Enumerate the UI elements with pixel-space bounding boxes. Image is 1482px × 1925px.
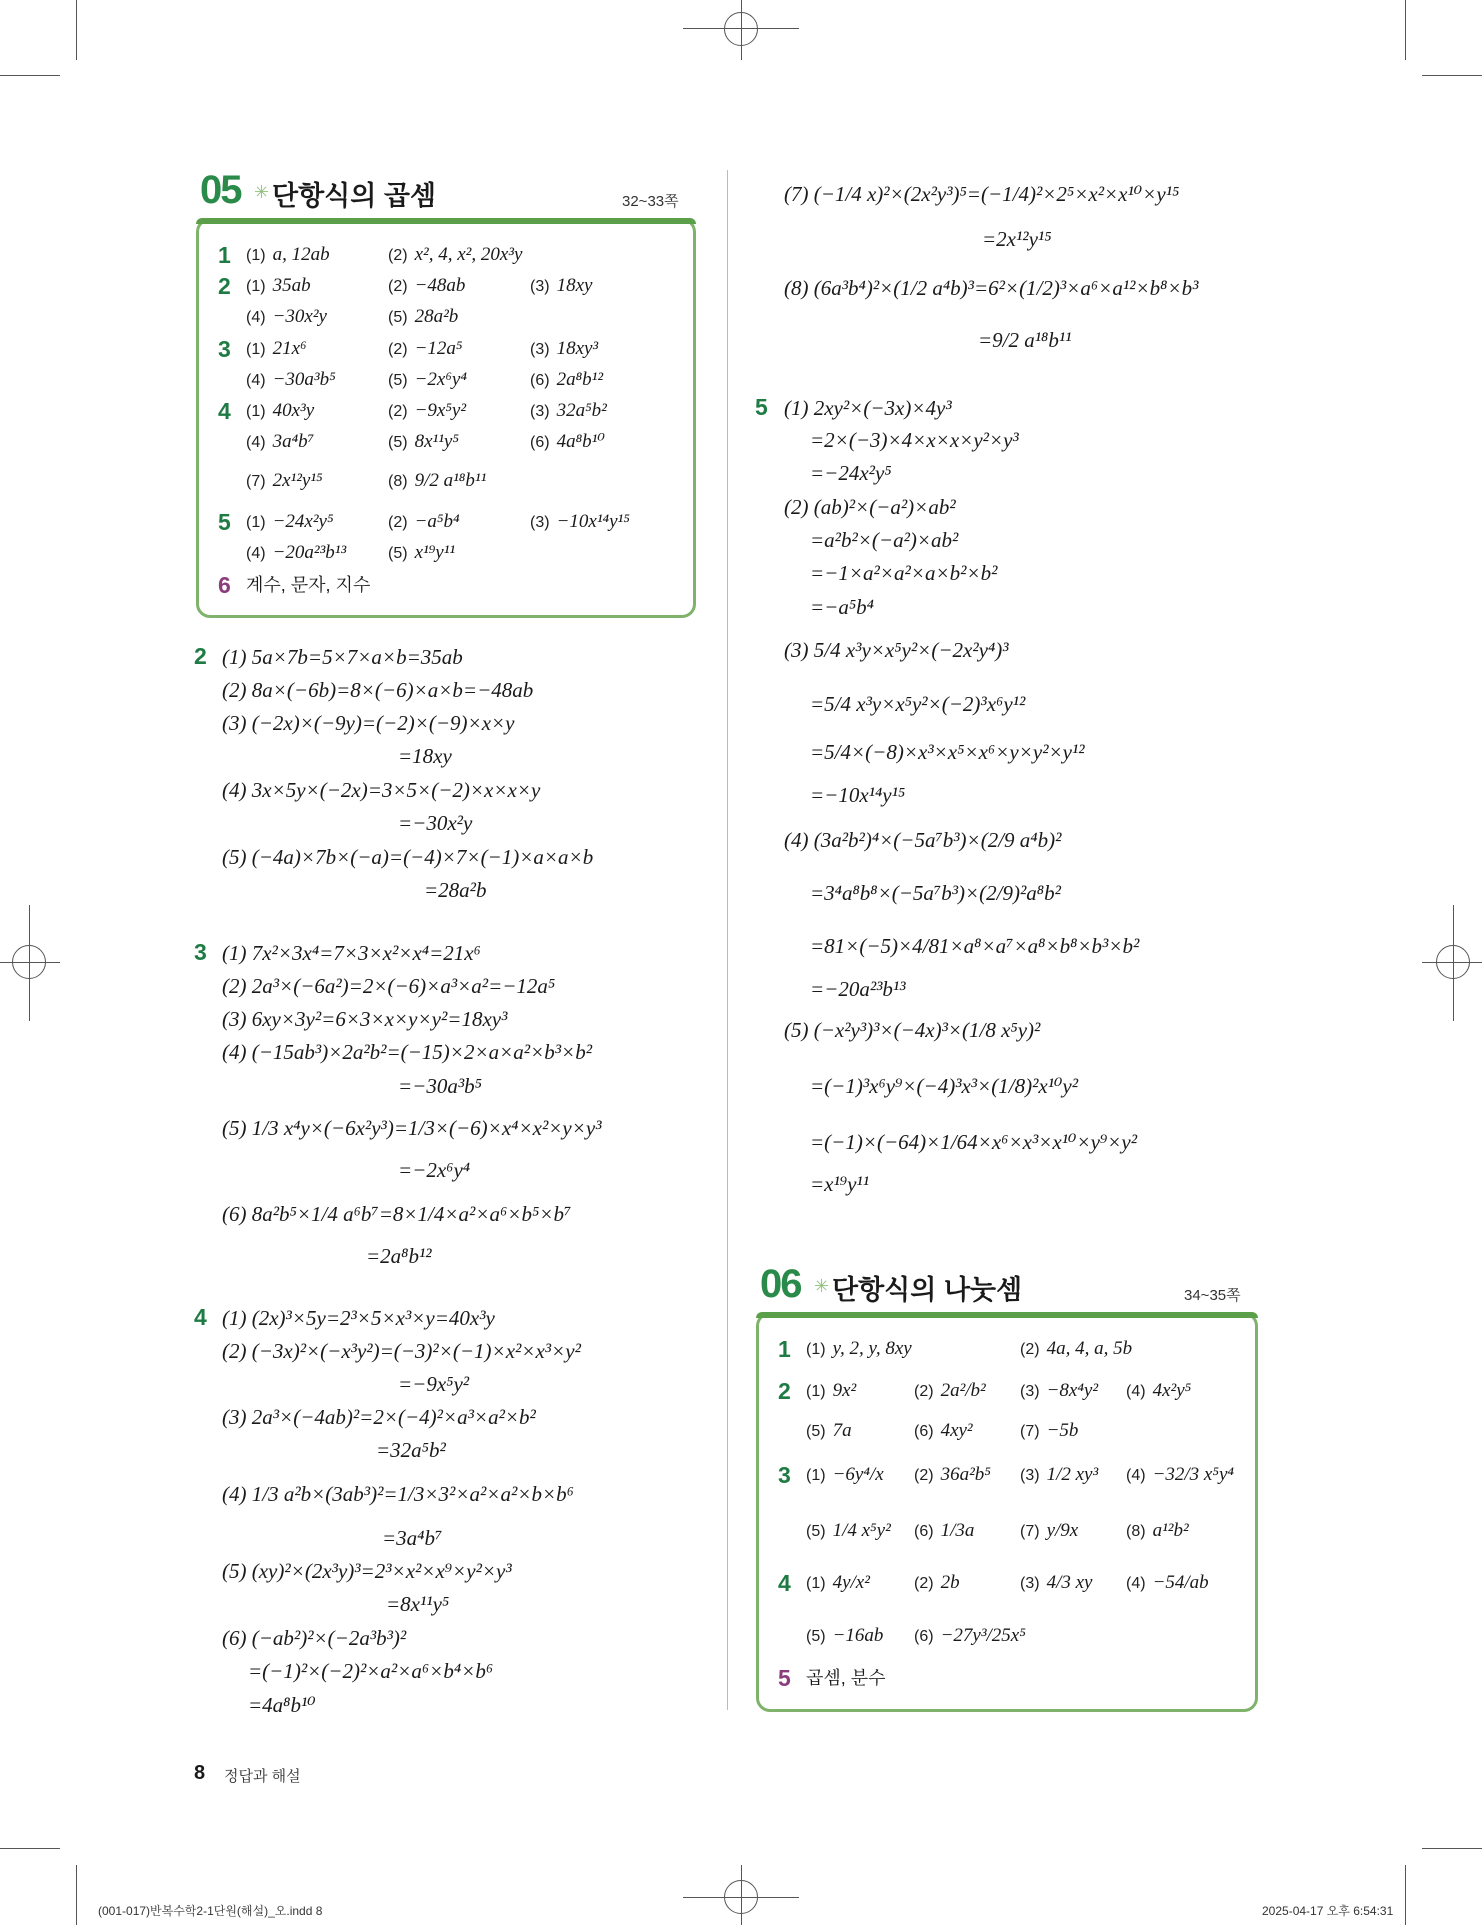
crop-mark	[0, 1848, 60, 1849]
section-number: 06	[760, 1262, 801, 1306]
answer-item: (8) 9/2 a¹⁸b¹¹	[388, 470, 487, 491]
answer-item: (4) −32/3 x⁵y⁴	[1126, 1464, 1234, 1485]
solution-line: =−30a³b⁵	[398, 1074, 482, 1098]
answer-item: (1) −6y⁴/x	[806, 1464, 884, 1485]
solution-line: (1) 7x²×3x⁴=7×3×x²×x⁴=21x⁶	[222, 941, 481, 965]
answer-item: (5) −16ab	[806, 1625, 884, 1646]
question-number: 4	[778, 1570, 791, 1596]
solution-line: (8) (6a³b⁴)²×(1/2 a⁴b)³=6²×(1/2)³×a⁶×a¹²×b⁸×b³	[784, 276, 1199, 300]
solution-line: (7) (−1/4 x)²×(2x²y³)⁵=(−1/4)²×2⁵×x²×x¹⁰×y¹⁵	[784, 182, 1180, 206]
star-icon: ✳	[254, 182, 270, 202]
solution-line: (4) 1/3 a²b×(3ab³)²=1/3×3²×a²×a²×b×b⁶	[222, 1482, 574, 1506]
solution-line: =−1×a²×a²×a×b²×b²	[810, 561, 998, 585]
crop-mark	[76, 1865, 77, 1925]
crop-mark	[1453, 905, 1454, 1021]
solution-line: =−30x²y	[398, 811, 473, 835]
solution-line: (4) 3x×5y×(−2x)=3×5×(−2)×x×x×y	[222, 778, 541, 802]
solution-line: =3⁴a⁸b⁸×(−5a⁷b³)×(2/9)²a⁸b²	[810, 881, 1061, 905]
section-title: 단항식의 나눗셈	[832, 1275, 1023, 1305]
solution-line: =3a⁴b⁷	[382, 1526, 443, 1550]
solution-line: (3) (−2x)×(−9y)=(−2)×(−9)×x×y	[222, 711, 515, 735]
crop-mark	[76, 0, 77, 60]
crop-mark	[1422, 75, 1482, 76]
answer-item: (4) 3a⁴b⁷	[246, 431, 315, 452]
solution-line: (1) (2x)³×5y=2³×5×x³×y=40x³y	[222, 1306, 495, 1330]
solution-line: (5) 1/3 x⁴y×(−6x²y³)=1/3×(−6)×x⁴×x²×y×y³	[222, 1116, 602, 1140]
question-number: 3	[218, 336, 231, 362]
solution-line: =−24x²y⁵	[810, 461, 892, 485]
answer-item: (1) −24x²y⁵	[246, 511, 334, 532]
crop-mark	[741, 1865, 742, 1925]
solution-line: =18xy	[398, 744, 452, 768]
answer-item: (8) a¹²b²	[1126, 1520, 1189, 1541]
answer-item: (1) y, 2, y, 8xy	[806, 1338, 912, 1359]
section-title: 단항식의 곱셈	[272, 181, 436, 211]
answer-item: (5) 1/4 x⁵y²	[806, 1520, 891, 1541]
answer-item: (3) −8x⁴y²	[1020, 1380, 1099, 1401]
solution-line: =5/4×(−8)×x³×x⁵×x⁶×y×y²×y¹²	[810, 740, 1085, 764]
answer-item: (5) 7a	[806, 1420, 852, 1441]
solution-line: (2) (ab)²×(−a²)×ab²	[784, 495, 956, 519]
question-number: 2	[194, 643, 207, 669]
print-timestamp: 2025-04-17 오후 6:54:31	[1262, 1904, 1394, 1918]
solution-line: =a²b²×(−a²)×ab²	[810, 528, 959, 552]
page-range: 34~35쪽	[1184, 1287, 1241, 1304]
answer-item: (5) −2x⁶y⁴	[388, 369, 467, 390]
answer-text: 곱셈, 분수	[806, 1668, 886, 1688]
solution-line: (6) 8a²b⁵×1/4 a⁶b⁷=8×1/4×a²×a⁶×b⁵×b⁷	[222, 1202, 572, 1226]
crop-mark	[0, 962, 60, 963]
answer-item: (2) −a⁵b⁴	[388, 511, 460, 532]
solution-line: (6) (−ab²)²×(−2a³b³)²	[222, 1626, 407, 1650]
solution-line: =−a⁵b⁴	[810, 595, 874, 619]
answer-item: (1) 4y/x²	[806, 1572, 870, 1593]
answer-item: (1) 21x⁶	[246, 338, 307, 359]
solution-line: =9/2 a¹⁸b¹¹	[978, 328, 1072, 352]
solution-line: (3) 2a³×(−4ab)²=2×(−4)²×a³×a²×b²	[222, 1405, 536, 1429]
question-number: 2	[218, 273, 231, 299]
star-icon: ✳	[814, 1276, 830, 1296]
solution-line: =−2x⁶y⁴	[398, 1158, 471, 1182]
question-number: 5	[778, 1665, 791, 1691]
solution-line: (3) 6xy×3y²=6×3×x×y×y²=18xy³	[222, 1007, 508, 1031]
solution-line: (5) (−4a)×7b×(−a)=(−4)×7×(−1)×a×a×b	[222, 845, 594, 869]
solution-line: (4) (−15ab³)×2a²b²=(−15)×2×a×a²×b³×b²	[222, 1040, 593, 1064]
answer-item: (2) −12a⁵	[388, 338, 463, 359]
question-number: 5	[755, 394, 768, 420]
solution-line: =(−1)²×(−2)²×a²×a⁶×b⁴×b⁶	[248, 1659, 494, 1683]
answer-item: (7) y/9x	[1020, 1520, 1079, 1541]
page-number: 8	[194, 1762, 206, 1784]
answer-item: (2) −48ab	[388, 275, 466, 296]
answer-item: (6) −27y³/25x⁵	[914, 1625, 1026, 1646]
page-range: 32~33쪽	[622, 193, 679, 210]
solution-line: (3) 5/4 x³y×x⁵y²×(−2x²y⁴)³	[784, 638, 1009, 662]
answer-item: (2) −9x⁵y²	[388, 400, 467, 421]
answer-item: (4) 4x²y⁵	[1126, 1380, 1192, 1401]
question-number: 1	[218, 242, 231, 268]
question-number: 1	[778, 1336, 791, 1362]
question-number: 2	[778, 1378, 791, 1404]
answer-item: (4) −30a³b⁵	[246, 369, 336, 390]
crop-mark	[1422, 962, 1482, 963]
answer-item: (2) 36a²b⁵	[914, 1464, 991, 1485]
solution-line: =8x¹¹y⁵	[386, 1592, 450, 1616]
solution-line: =(−1)³x⁶y⁹×(−4)³x³×(1/8)²x¹⁰y²	[810, 1074, 1079, 1098]
answer-item: (4) −54/ab	[1126, 1572, 1209, 1593]
solution-line: =−20a²³b¹³	[810, 977, 906, 1001]
answer-item: (4) −30x²y	[246, 306, 327, 327]
answer-item: (6) 1/3a	[914, 1520, 975, 1541]
solution-line: =32a⁵b²	[376, 1438, 446, 1462]
answer-item: (2) 2b	[914, 1572, 960, 1593]
answer-item: (5) 8x¹¹y⁵	[388, 431, 459, 452]
answer-item: (3) 18xy	[530, 275, 593, 296]
question-number: 4	[218, 398, 231, 424]
answer-item: (1) 9x²	[806, 1380, 857, 1401]
crop-mark	[0, 75, 60, 76]
answer-item: (2) 2a²/b²	[914, 1380, 986, 1401]
answer-item: (6) 2a⁸b¹²	[530, 369, 604, 390]
solution-line: (5) (xy)²×(2x³y)³=2³×x²×x⁹×y²×y³	[222, 1559, 512, 1583]
answer-item: (2) x², 4, x², 20x³y	[388, 244, 523, 265]
file-name: (001-017)반복수학2-1단원(해설)_오.indd 8	[98, 1904, 323, 1918]
solution-line: (2) 2a³×(−6a²)=2×(−6)×a³×a²=−12a⁵	[222, 974, 556, 998]
answer-box	[756, 1312, 1258, 1712]
answer-item: (1) a, 12ab	[246, 244, 330, 265]
question-number: 6	[218, 572, 231, 598]
answer-item: (4) −20a²³b¹³	[246, 542, 347, 563]
solution-line: =81×(−5)×4/81×a⁸×a⁷×a⁸×b⁸×b³×b²	[810, 934, 1140, 958]
answer-item: (1) 40x³y	[246, 400, 315, 421]
crop-mark	[29, 905, 30, 1021]
solution-line: =(−1)×(−64)×1/64×x⁶×x³×x¹⁰×y⁹×y²	[810, 1130, 1138, 1154]
answer-item: (1) 35ab	[246, 275, 311, 296]
solution-line: =28a²b	[424, 878, 487, 902]
solution-line: (4) (3a²b²)⁴×(−5a⁷b³)×(2/9 a⁴b)²	[784, 828, 1062, 852]
solution-line: =5/4 x³y×x⁵y²×(−2)³x⁶y¹²	[810, 692, 1026, 716]
crop-mark	[741, 0, 742, 60]
answer-item: (6) 4xy²	[914, 1420, 973, 1441]
solution-line: =−10x¹⁴y¹⁵	[810, 783, 906, 807]
solution-line: =2x¹²y¹⁵	[982, 227, 1052, 251]
answer-item: (3) 4/3 xy	[1020, 1572, 1093, 1593]
column-divider	[727, 170, 728, 1710]
answer-item: (3) 18xy³	[530, 338, 599, 359]
section-number: 05	[200, 168, 241, 212]
crop-mark	[1405, 1865, 1406, 1925]
question-number: 4	[194, 1304, 207, 1330]
solution-line: =−9x⁵y²	[398, 1372, 470, 1396]
solution-line: (2) 8a×(−6b)=8×(−6)×a×b=−48ab	[222, 678, 534, 702]
solution-line: (1) 5a×7b=5×7×a×b=35ab	[222, 645, 463, 669]
crop-mark	[1422, 1848, 1482, 1849]
answer-item: (7) −5b	[1020, 1420, 1079, 1441]
question-number: 3	[194, 939, 207, 965]
answer-item: (5) x¹⁹y¹¹	[388, 542, 456, 563]
crop-mark	[1405, 0, 1406, 60]
solution-line: =x¹⁹y¹¹	[810, 1172, 870, 1196]
answer-item: (3) 1/2 xy³	[1020, 1464, 1099, 1485]
answer-item: (3) −10x¹⁴y¹⁵	[530, 511, 630, 532]
solution-line: (1) 2xy²×(−3x)×4y³	[784, 396, 952, 420]
answer-item: (3) 32a⁵b²	[530, 400, 607, 421]
solution-line: =4a⁸b¹⁰	[248, 1693, 316, 1717]
question-number: 3	[778, 1462, 791, 1488]
answer-text: 계수, 문자, 지수	[246, 575, 371, 595]
answer-item: (6) 4a⁸b¹⁰	[530, 431, 605, 452]
solution-line: (2) (−3x)²×(−x³y²)=(−3)²×(−1)×x²×x³×y²	[222, 1339, 581, 1363]
answer-item: (7) 2x¹²y¹⁵	[246, 470, 323, 491]
page-label: 정답과 해설	[224, 1768, 301, 1785]
question-number: 5	[218, 509, 231, 535]
solution-line: (5) (−x²y³)³×(−4x)³×(1/8 x⁵y)²	[784, 1018, 1041, 1042]
solution-line: =2a⁸b¹²	[366, 1244, 432, 1268]
answer-item: (2) 4a, 4, a, 5b	[1020, 1338, 1133, 1359]
solution-line: =2×(−3)×4×x×x×y²×y³	[810, 428, 1019, 452]
answer-item: (5) 28a²b	[388, 306, 459, 327]
